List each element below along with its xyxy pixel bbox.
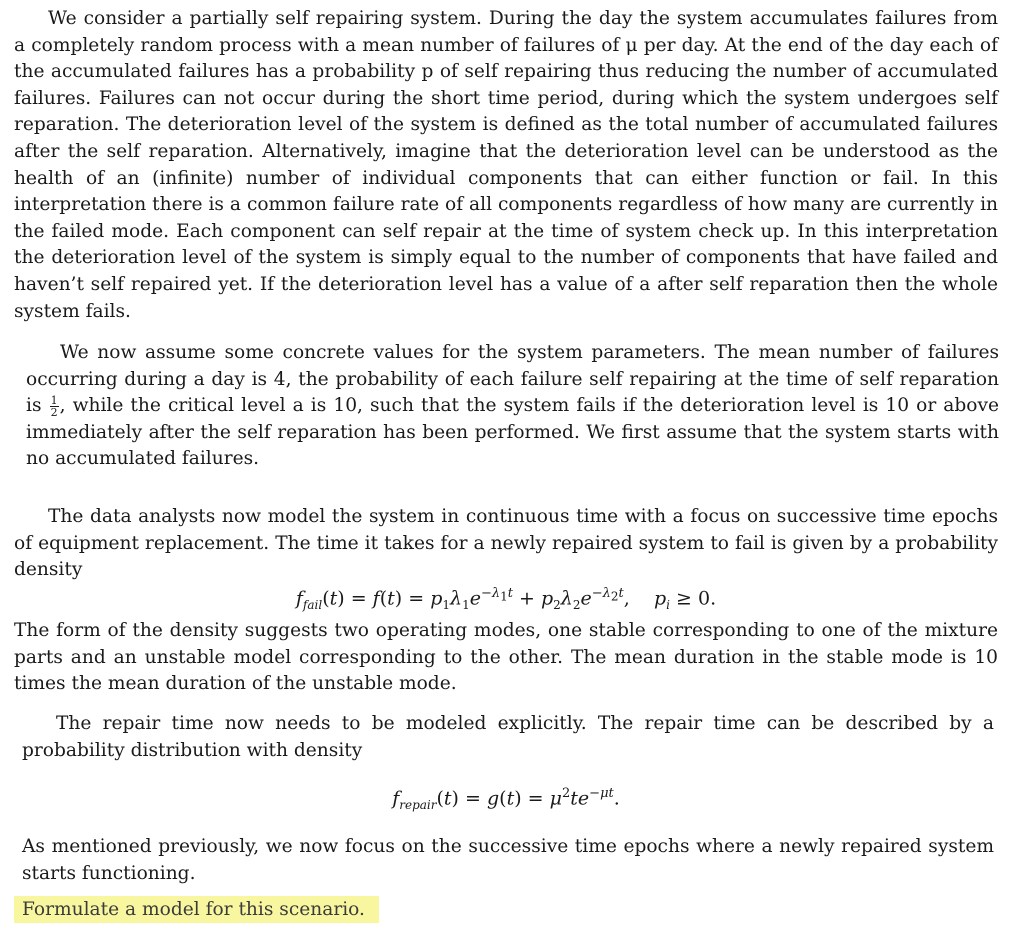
paragraph-concrete-values-part-b: , while the critical level a is 10, such that the system fails if the deterioration level is 10 or above immediately after the self reparation has been performed. We first assume that the system starts with no accumulated failures. <box>26 395 999 470</box>
paragraph-repair-time: The repair time now needs to be modeled explicitly. The repair time can be described by a probability distribution with density <box>22 713 994 761</box>
equation-repair-density: $f_{repair}(t) = g(t) = \mu^2te^{-\mu t}$. <box>392 786 620 813</box>
fraction-one-half <box>50 395 59 418</box>
fraction-numerator: 1 <box>50 393 58 407</box>
paragraph-concrete-values <box>26 340 999 473</box>
equation-failure-density: $f_{fail}(t) = f(t) = p_1\lambda_1e^{-\lambda_1t} + p_2\lambda_2e^{-\lambda_2t}$, $p_i \ge 0$. <box>295 586 717 613</box>
paragraph-concrete-values-part-a: We now assume some concrete values for the system parameters. The mean number of failures occurring during a day is 4, the probability of each failure self repairing at the time of self reparation is <box>26 342 999 417</box>
highlighted-task-prompt: Formulate a model for this scenario. <box>14 896 379 923</box>
paragraph-successive-epochs: As mentioned previously, we now focus on the successive time epochs where a newly repaired system starts functioning. <box>22 836 994 884</box>
paragraph-system-description: We consider a partially self repairing system. During the day the system accumulates failures from a completely random process with a mean number of failures of μ per day. At the end of the day each of the accumulated failures has a probability p of self repairing thus reducing the number of accumulated failures. Failures can not occur during the short time period, during which the system undergoes self reparation. The deterioration level of the system is defined as the total number of accumulated failures after the self reparation. Alternatively, imagine that the deterioration level can be understood as the health of an (infinite) number of individual components that can either function or fail. In this interpretation there is a common failure rate of all components regardless of how many are currently in the failed mode. Each component can self repair at the time of system check up. In this interpretation the deterioration level of the system is simply equal to the number of components that have failed and haven’t self repaired yet. If the deterioration level has a value of a after self reparation then the whole system fails. <box>14 8 998 322</box>
fraction-denominator: 2 <box>50 405 58 419</box>
paragraph-operating-modes: The form of the density suggests two operating modes, one stable corresponding to one of the mixture parts and an unstable model corresponding to the other. The mean duration in the stable mode is 10 times the mean duration of the unstable mode. <box>14 620 998 695</box>
paragraph-continuous-time-model: The data analysts now model the system in continuous time with a focus on successive time epochs of equipment replacement. The time it takes for a newly repaired system to fail is given by a probability density <box>14 506 998 581</box>
